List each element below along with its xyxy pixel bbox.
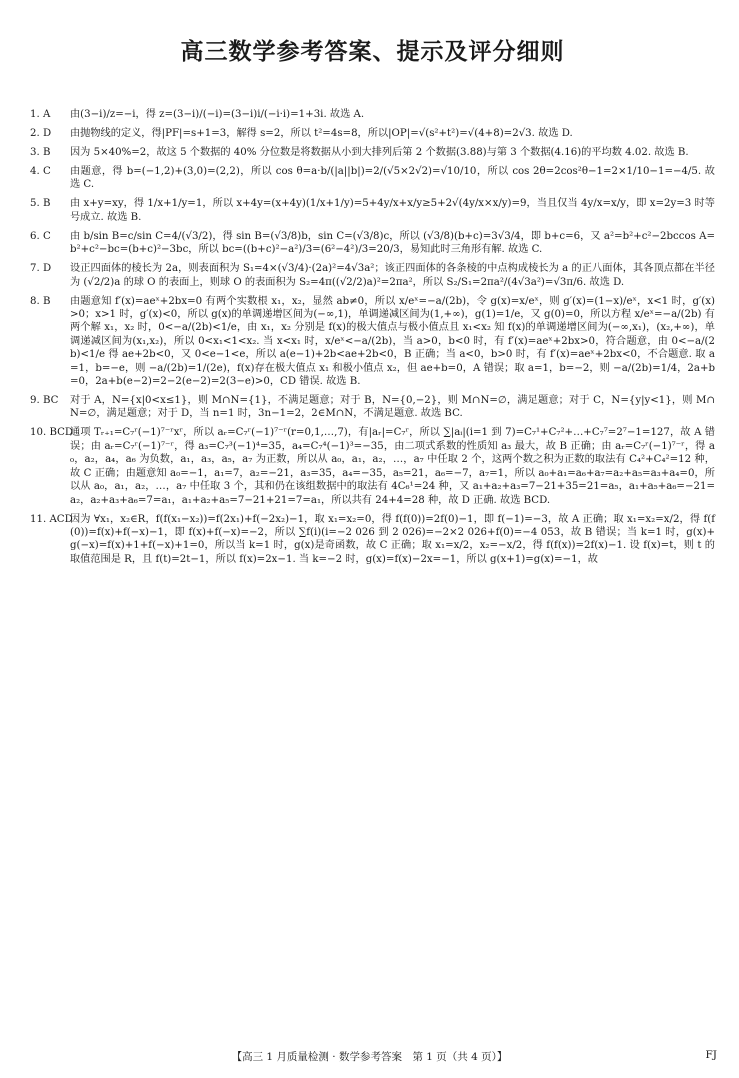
answer-explanation: 通项 Tᵣ₊₁=C₇ʳ(−1)⁷⁻ʳxʳ，所以 aᵣ=C₇ʳ(−1)⁷⁻ʳ(r=0,1,…,7)，有|aᵣ|=C₇ʳ，所以 ∑|aᵢ|(i=1 到 7)=C₇¹+C₇²+…+C₇⁷=2⁷−1=127，故 A 错误；由 aᵣ=C₇ʳ(−1)⁷⁻ʳ，得 a₃=C₇³(−1)⁴=35，a₄=C₇⁴(−1)³=−35，由二项式系数的性质知 a₃ 最大，故 B 正确；由 aᵣ=C₇ʳ(−1)⁷⁻ʳ，得 a₀，a₂，a₄，a₆ 为负数，a₁，a₃，a₅，a₇ 为正数，所以从 a₀，a₁，a₂，…，a₇ 中任取 2 个，这两个数之积为正数的取法有 C₄²+C₄²=12 种，故 C 正确；由题意知 a₀=−1，a₁=7，a₂=−21，a₃=35，a₄=−35，a₅=21，a₆=−7，a₇=1，所以 a₀+a₁=a₆+a₇=a₂+a₅=a₃+a₄=0，所以从 a₀，a₁，a₂，…，a₇ 中任取 3 个，其和仍在该组数据中的取法有 4C₆¹=24 种，又 a₁+a₂+a₃=7−21+35=21=a₅，a₁+a₅+a₆=−21=a₂，a₂+a₃+a₆=7=a₁，a₁+a₂+a₅=7−21+21=7=a₁，所以共有 24+4=28 种，故 D 正确. 故选 BCD.	[70, 427, 715, 506]
answer-choice: A	[42, 109, 51, 120]
answer-explanation: 由题意知 f′(x)=aeˣ+2bx=0 有两个实数根 x₁，x₂，显然 ab≠0，所以 x/eˣ=−a/(2b)，令 g(x)=x/eˣ，则 g′(x)=(1−x)/eˣ，x<1 时，g′(x)>0；x>1 时，g′(x)<0，所以 g(x)的单调递增区间为(−∞,1)，单调递减区间为(1,+∞)，g(1)=1/e，又 g(0)=0，所以方程 x/eˣ=−a/(2b) 有两个解 x₁，x₂ 时，0<−a/(2b)<1/e，由 x₁，x₂ 分别是 f(x)的极大值点与极小值点且 x₁<x₂ 知 f(x)的单调递增区间为(−∞,x₁)，(x₂,+∞)，单调递减区间为(x₁,x₂)，所以 0<x₁<1<x₂. 当 x<x₁ 时，x/eˣ<−a/(2b)，当 a>0，b<0 时，有 f′(x)=aeˣ+2bx>0，符合题意，由 0<−a/(2b)<1/e 得 ae+2b<0，又 0<e−1<e，所以 a(e−1)+2b<ae+2b<0，B 正确；当 a<0，b>0 时，有 f′(x)=aeˣ+2bx<0，不合题意. 取 a=1，b=−e，则 −a/(2b)=1/(2e)，f(x)存在极大值点 x₁ 和极小值点 x₂，但 ae+b=0，A 错误；取 a=1，b=−2，则 −a/(2b)=1/4，2a+b=0，2a+b(e−2)=2−2(e−2)=2(3−e)>0，CD 错误. 故选 B.	[70, 295, 715, 388]
answer-explanation: 因为 ∀x₁，x₂∈R，f(f(x₁−x₂))=f(2x₁)+f(−2x₂)−1，取 x₁=x₂=0，得 f(f(0))=2f(0)−1，即 f(−1)=−3，故 A 正确；取 x₁=x₂=x/2，得 f(f(0))=f(x)+f(−x)−1，即 f(x)+f(−x)=−2，所以 ∑f(i)(i=−2 026 到 2 026)=−2×2 026+f(0)=−4 053，故 B 错误；当 k=1 时，g(x)+g(−x)=f(x)+1+f(−x)+1=0，所以当 k=1 时，g(x)是奇函数，故 C 正确；取 x₁=x/2，x₂=−x/2，得 f(f(x))=2f(x)−1. 设 f(x)=t，则 t 的取值范围是 R，且 f(t)=2t−1，所以 f(x)=2x−1. 当 k=−2 时，g(x)=f(x)−2x=−1，所以 g(x+1)=g(x)=−1，故	[70, 513, 715, 565]
question-number: 1.	[30, 109, 40, 120]
answer-choice: B	[42, 295, 51, 307]
question-number: 4.	[30, 166, 40, 177]
answer-item	[30, 146, 715, 159]
question-number: 7.	[30, 263, 40, 275]
answer-item	[30, 394, 715, 421]
answer-explanation: 因为 5×40%=2，故这 5 个数据的 40% 分位数是将数据从小到大排列后第 2 个数据(3.88)与第 3 个数据(4.16)的平均数 4.02. 故选 B.	[70, 147, 689, 158]
answer-label	[30, 165, 70, 192]
answer-label	[30, 197, 70, 224]
answer-label	[30, 513, 73, 567]
answer-label	[30, 262, 70, 289]
answer-item	[30, 108, 715, 121]
answer-item	[30, 426, 715, 506]
answer-choice: C	[42, 166, 51, 177]
footer-region-code: FJ	[705, 1049, 717, 1061]
answer-choice: D	[42, 128, 52, 139]
answer-item	[30, 295, 715, 389]
answer-explanation: 对于 A，N={x|0<x≤1}，则 M∩N={1}，不满足题意；对于 B，N={0,−2}，则 M∩N=∅，满足题意；对于 C，N={y|y<1}，则 M∩N=∅，满足题意；对于 D，当 n=1 时，3n−1=2，2∈M∩N，不满足题意. 故选 BC.	[70, 395, 715, 420]
question-number: 2.	[30, 128, 40, 139]
page-footer: 【高三 1 月质量检测 · 数学参考答案 第 1 页（共 4 页）】	[231, 1051, 508, 1063]
question-number: 11.	[30, 513, 47, 525]
question-number: 3.	[30, 147, 40, 158]
answer-label	[30, 295, 70, 389]
answer-choice: B	[42, 147, 51, 158]
answer-label	[30, 230, 70, 257]
answer-explanation: 由 x+y=xy，得 1/x+1/y=1，所以 x+4y=(x+4y)(1/x+1/y)=5+4y/x+x/y≥5+2√(4y/x×x/y)=9，当且仅当 4y/x=x/y，即 x=2y=3 时等号成立. 故选 B.	[70, 198, 715, 223]
document-title: 高三数学参考答案、提示及评分细则	[180, 38, 565, 65]
answer-choice: C	[42, 230, 51, 242]
answer-choice: BC	[42, 395, 59, 407]
answer-item	[30, 165, 715, 192]
answer-item	[30, 513, 715, 567]
answer-explanation: 设正四面体的棱长为 2a，则表面积为 S₁=4×(√3/4)·(2a)²=4√3a²；该正四面体的各条棱的中点构成棱长为 a 的正八面体，其各顶点都在半径为 (√2/2)a 的球 O 的表面上，则球 O 的表面积为 S₂=4π((√2/2)a)²=2πa²，所以 S₂/S₁=2πa²/(4√3a²)=√3π/6. 故选 D.	[70, 263, 715, 288]
answer-item	[30, 262, 715, 289]
answer-item	[30, 197, 715, 224]
answer-label	[30, 146, 70, 159]
answer-item	[30, 230, 715, 257]
answer-explanation: 由题意，得 b=(−1,2)+(3,0)=(2,2)，所以 cos θ=a·b/(|a||b|)=2/(√5×2√2)=√10/10，所以 cos 2θ=2cos²θ−1=2×1/10−1=−4/5. 故选 C.	[70, 166, 715, 191]
answer-choice: BCD	[49, 427, 74, 439]
answer-list	[30, 108, 715, 566]
answer-explanation: 由(3−i)/z=−i，得 z=(3−i)/(−i)=(3−i)i/(−i·i)=1+3i. 故选 A.	[70, 109, 365, 120]
answer-item	[30, 127, 715, 140]
answer-explanation: 由抛物线的定义，得|PF|=s+1=3，解得 s=2，所以 t²=4s=8，所以|OP|=√(s²+t²)=√(4+8)=2√3. 故选 D.	[70, 128, 573, 139]
answer-choice: B	[42, 198, 51, 210]
answer-choice: ACD	[49, 513, 73, 525]
question-number: 8.	[30, 295, 40, 307]
answer-label	[30, 394, 70, 421]
question-number: 9.	[30, 395, 40, 407]
question-number: 6.	[30, 230, 40, 242]
answer-choice: D	[42, 263, 52, 275]
question-number: 5.	[30, 198, 40, 210]
question-number: 10.	[30, 427, 47, 439]
answer-label	[30, 108, 70, 121]
answer-explanation: 由 b/sin B=c/sin C=4/(√3/2)，得 sin B=(√3/8)b，sin C=(√3/8)c，所以 (√3/8)(b+c)=3√3/4，即 b+c=6，又 a²=b²+c²−2bccos A=b²+c²−bc=(b+c)²−3bc，所以 bc=((b+c)²−a²)/3=(6²−4²)/3=20/3，易知此时三角形有解. 故选 C.	[70, 230, 715, 256]
answer-label	[30, 127, 70, 140]
answer-label	[30, 426, 74, 506]
